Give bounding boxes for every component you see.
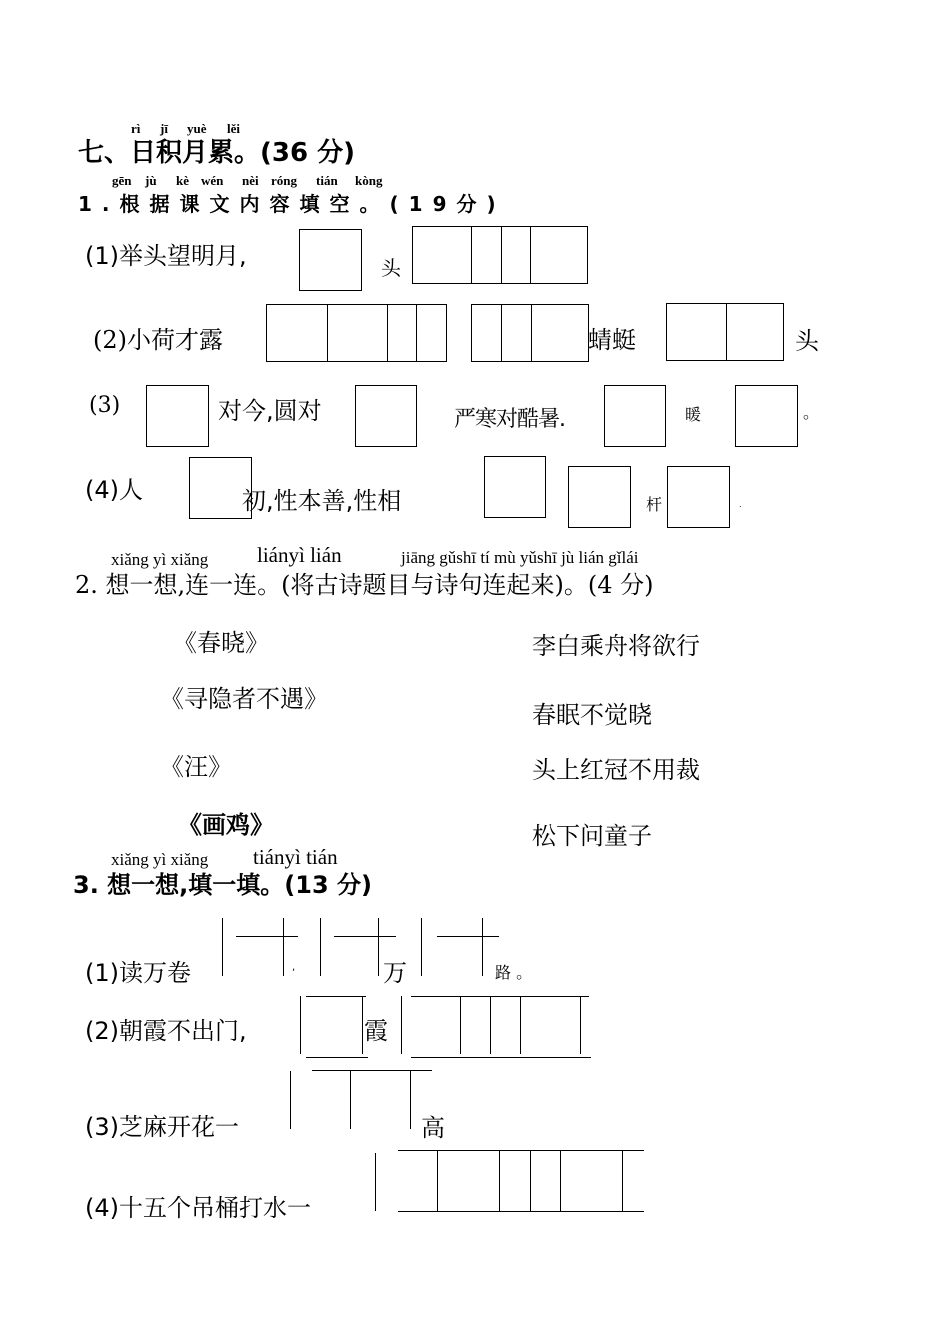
q2-poem-title-3[interactable]: 《汪》 [160, 753, 232, 781]
q1-line4-blank-4[interactable] [667, 466, 730, 528]
q3-line2-divider-2 [490, 996, 491, 1054]
q1-line4-blank-2[interactable] [484, 456, 546, 518]
q1-line2-divider-2 [387, 304, 388, 362]
q3-line1-blank-1-top [236, 936, 298, 937]
q1-line2-blank-group-1[interactable] [266, 304, 447, 362]
q3-line4-divider-1 [437, 1150, 438, 1211]
q3-line4-blank-left [375, 1153, 376, 1211]
q1-line1-divider-2 [501, 226, 502, 284]
q3-line1-blank-2-mid [378, 918, 379, 976]
q1-line4-end: . [739, 500, 742, 509]
section7-pinyin-ji: jī [160, 121, 168, 136]
q3-line2-blank-1-mid [362, 996, 363, 1054]
section7-title: 七、日积月累。(36 分) [78, 138, 355, 168]
q3-line2-prefix: (2)朝霞不出门, [85, 1017, 247, 1045]
q3-line3-divider-2 [410, 1071, 411, 1129]
q1-line3-text-a: 对今,圆对 [218, 397, 322, 425]
q3-line1-blank-3-top [437, 936, 499, 937]
q3-line4-blank-bottom [398, 1211, 644, 1212]
q3-line2-mid: 霞 [364, 1017, 388, 1045]
q3-line1-comma: , [292, 962, 296, 973]
q1-line2-blank-group-3[interactable] [666, 303, 784, 361]
q1-line3-text-c: 暖 [685, 405, 702, 424]
q1-line2-divider-4 [501, 304, 502, 362]
q2-poem-line-4[interactable]: 松下问童子 [532, 822, 652, 850]
q1-line1-divider-3 [530, 226, 531, 284]
q3-line3-prefix: (3)芝麻开花一 [85, 1113, 239, 1141]
q3-line4-divider-5 [622, 1150, 623, 1211]
q2-pinyin-lianyilian: liányì lián [257, 543, 342, 567]
q3-line4-divider-2 [499, 1150, 500, 1211]
q1-line3-blank-2[interactable] [355, 385, 417, 447]
q2-poem-line-3[interactable]: 头上红冠不用裁 [532, 756, 700, 784]
q3-line1-blank-3-mid [482, 918, 483, 976]
q3-line2-blank-1-left [300, 996, 301, 1054]
q1-line4-text-a: 初,性本善,性相 [242, 487, 402, 515]
q1-line2-divider-1 [327, 304, 328, 362]
q3-line1-blank-2-top [334, 936, 396, 937]
q1-pinyin-tian: tián [316, 173, 338, 188]
q2-poem-line-2[interactable]: 春眠不觉晓 [532, 701, 652, 729]
q2-poem-title-2[interactable]: 《寻隐者不遇》 [160, 685, 328, 713]
q3-line4-divider-3 [530, 1150, 531, 1211]
q3-pinyin-tianyitian: tiányì tián [253, 845, 338, 869]
q1-line1-prefix: (1)举头望明月, [85, 242, 247, 270]
q3-line2-divider-4 [580, 996, 581, 1054]
q3-line1-end: 路 。 [495, 963, 533, 982]
q1-line2-prefix: (2)小荷才露 [93, 326, 223, 354]
q2-poem-title-4[interactable]: 《画鸡》 [178, 811, 274, 839]
q1-line2-blank-group-2[interactable] [471, 304, 589, 362]
q1-line1-divider-1 [471, 226, 472, 284]
q1-line4-prefix: (4)人 [85, 476, 143, 504]
q1-line2-end: 头 [795, 327, 819, 355]
q1-line3-blank-4[interactable] [735, 385, 798, 447]
q1-line1-blank-group[interactable] [412, 226, 588, 284]
q3-line2-divider-1 [460, 996, 461, 1054]
q1-line4-text-b: 杆 [646, 495, 663, 514]
q3-line1-prefix: (1)读万卷 [85, 959, 191, 987]
q3-pinyin-xiangyixiang: xiǎng yì xiǎng [111, 850, 209, 869]
q1-line1-blank-1[interactable] [299, 229, 362, 291]
q1-line3-blank-1[interactable] [146, 385, 209, 447]
q1-pinyin-ke: kè [176, 173, 189, 188]
q3-line1-blank-2-left [320, 918, 321, 976]
q1-title: 1.根据课文内容填空。(19分) [78, 192, 506, 216]
q1-line2-divider-3 [416, 304, 417, 362]
q2-pinyin-xiangyixiang: xiǎng yì xiǎng [111, 550, 209, 569]
q3-line1-blank-1-mid [283, 918, 284, 976]
q3-title: 3. 想一想,填一填。(13 分) [73, 871, 372, 899]
q3-line4-prefix: (4)十五个吊桶打水一 [85, 1194, 311, 1222]
q3-line3-blank-top [312, 1070, 432, 1071]
q1-pinyin-gen: gēn [112, 173, 132, 188]
q1-pinyin-ju: jù [145, 173, 157, 188]
q3-line2-divider-3 [520, 996, 521, 1054]
q3-line4-blank-top [398, 1150, 644, 1151]
q3-line2-blank-2-bottom [411, 1057, 591, 1058]
q3-line1-blank-3-left [421, 918, 422, 976]
q1-pinyin-rong: róng [271, 173, 297, 188]
q2-pinyin-instruction: jiāng gǔshī tí mù yǔshī jù lián gǐlái [401, 548, 639, 567]
q1-line2-divider-6 [726, 303, 727, 361]
q2-title: 2. 想一想,连一连。(将古诗题目与诗句连起来)。(4 分) [75, 571, 654, 599]
q2-poem-title-1[interactable]: 《春晓》 [173, 629, 269, 657]
q3-line2-blank-2-top [411, 996, 589, 997]
q3-line3-end: 高 [421, 1114, 445, 1142]
q2-poem-line-1[interactable]: 李白乘舟将欲行 [532, 632, 700, 660]
q1-line2-divider-5 [531, 304, 532, 362]
q3-line2-blank-1-top [306, 996, 366, 997]
q3-line1-mid: 万 [383, 959, 407, 987]
q1-pinyin-wen: wén [201, 173, 224, 188]
q1-line3-text-b: 严寒对酷暑. [454, 407, 565, 432]
q3-line3-blank-left [290, 1071, 291, 1129]
section7-pinyin-yue: yuè [187, 121, 207, 136]
q3-line2-blank-1-bottom [306, 1057, 368, 1058]
section7-pinyin-ri: rì [131, 121, 141, 136]
q3-line4-divider-4 [560, 1150, 561, 1211]
q1-line1-mid: 头 [381, 256, 401, 280]
q1-line3-prefix: (3) [89, 393, 121, 418]
q3-line1-blank-1-left [222, 918, 223, 976]
q3-line3-divider-1 [350, 1071, 351, 1129]
q1-line3-end: 。 [803, 403, 820, 422]
q1-line3-blank-3[interactable] [604, 385, 666, 447]
q1-line2-mid: 蜻蜓 [588, 326, 636, 354]
q1-pinyin-kong: kòng [355, 173, 383, 188]
q1-pinyin-nei: nèi [242, 173, 259, 188]
q3-line2-blank-2-left [401, 996, 402, 1054]
q1-line4-blank-3[interactable] [568, 466, 631, 528]
section7-pinyin-lei: lěi [227, 121, 240, 136]
